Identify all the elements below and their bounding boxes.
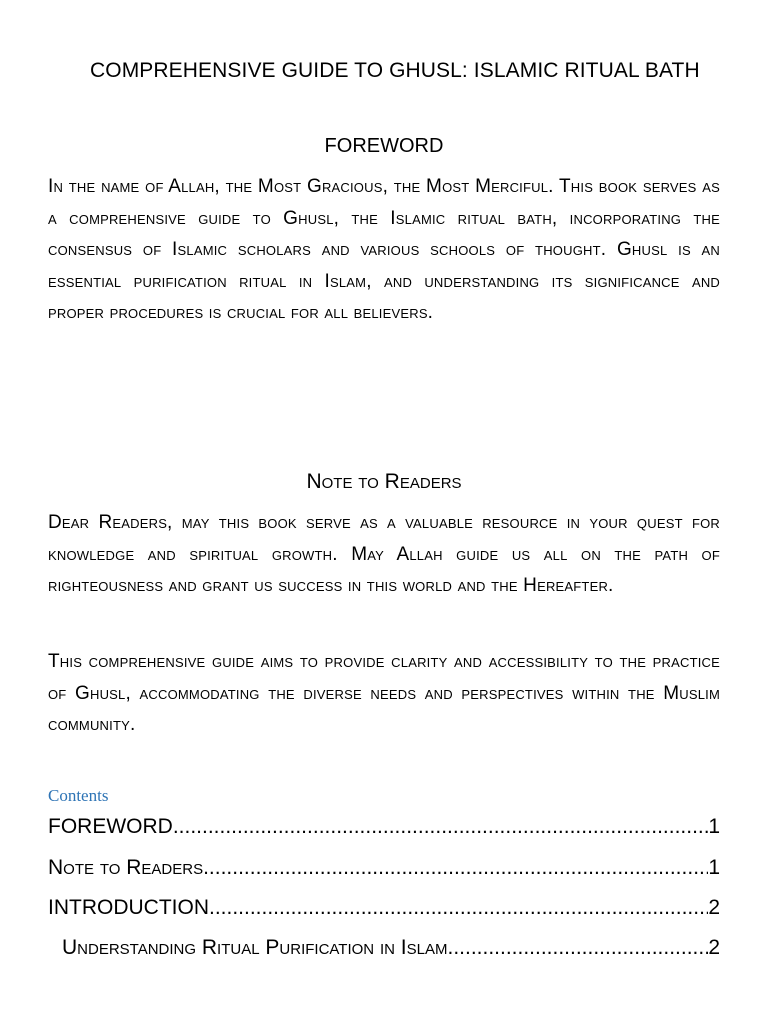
toc-entry-label: Note to Readers (48, 856, 204, 879)
toc-entry-label: FOREWORD (48, 815, 173, 838)
toc-entry-label: Understanding Ritual Purification in Islam (62, 936, 448, 959)
contents-heading: Contents (48, 786, 109, 805)
toc-page-number: 1 (708, 856, 720, 879)
toc-dot-leader (173, 812, 708, 842)
toc-dot-leader (447, 933, 708, 963)
toc-entry-introduction[interactable] (48, 893, 720, 923)
toc-entry-foreword[interactable] (48, 812, 720, 842)
document-title: COMPREHENSIVE GUIDE TO GHUSL: ISLAMIC RITUAL BATH (90, 59, 700, 82)
toc-entry-label: INTRODUCTION (48, 896, 209, 919)
toc-dot-leader (203, 853, 708, 883)
toc-page-number: 2 (708, 936, 720, 959)
note-to-readers-heading: Note to Readers (306, 470, 462, 493)
foreword-heading: FOREWORD (324, 135, 444, 157)
foreword-paragraph: In the name of Allah, the Most Gracious, the Most Merciful. This book serves as a comprehensive guide to Ghusl, the Islamic ritual bath, incorporating the consensus of Islamic scholars and various schools of thought. Ghusl is an essential purification ritual in Islam, and understanding its significance and proper procedures is crucial for all believers. (48, 176, 720, 323)
toc-dot-leader (209, 893, 708, 923)
toc-entry-understanding-ritual-purification[interactable] (62, 933, 720, 963)
toc-entry-note-to-readers[interactable] (48, 853, 720, 883)
toc-page-number: 1 (708, 815, 720, 838)
note-to-readers-paragraph-2: This comprehensive guide aims to provide clarity and accessibility to the practice of Ghusl, accommodating the diverse needs and perspectives within the Muslim community. (48, 651, 720, 735)
toc-page-number: 2 (708, 896, 720, 919)
note-to-readers-paragraph-1: Dear Readers, may this book serve as a valuable resource in your quest for knowledge and spiritual growth. May Allah guide us all on the path of righteousness and grant us success in this world and the Hereafter. (48, 512, 720, 596)
